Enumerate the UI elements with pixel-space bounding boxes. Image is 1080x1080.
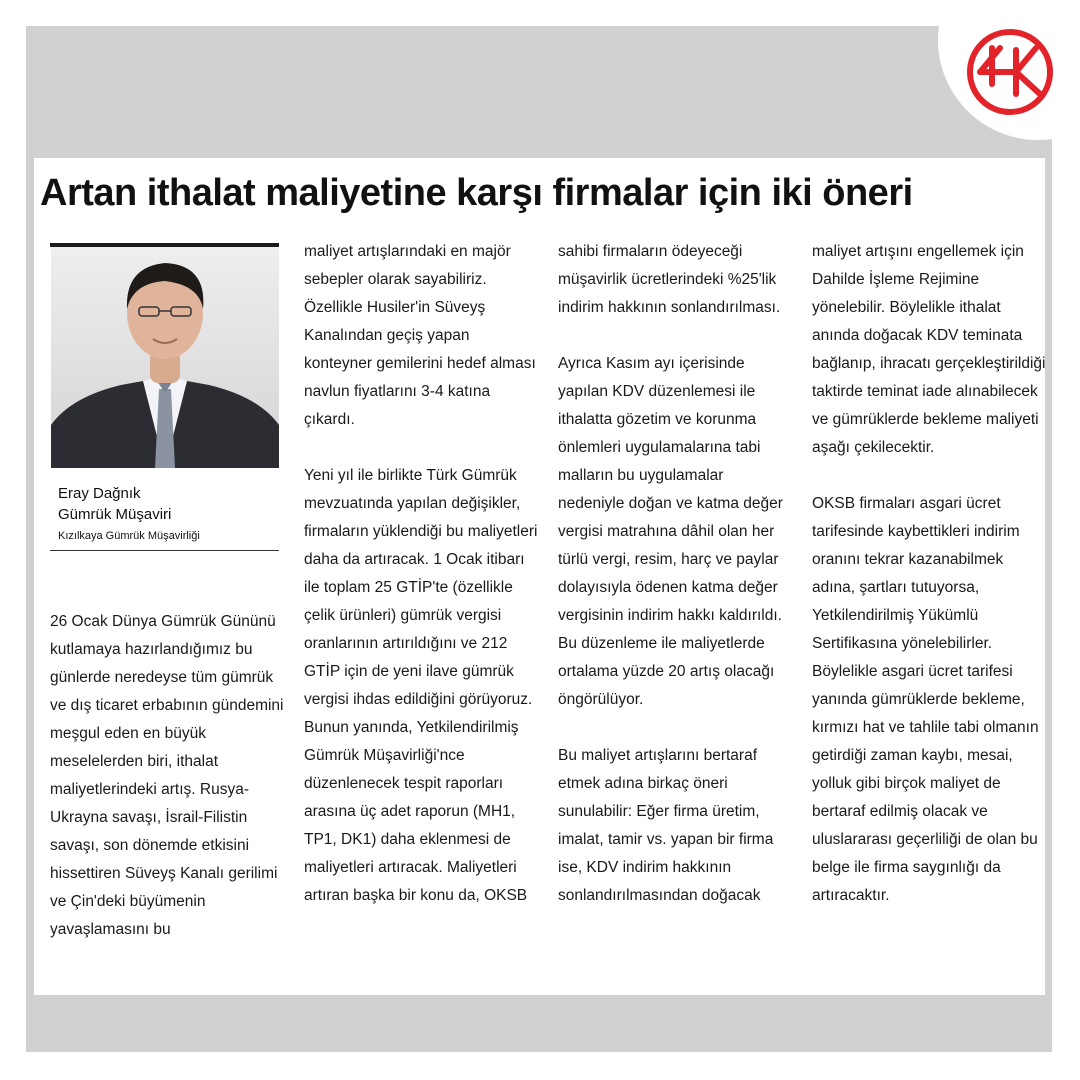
paragraph: OKSB firmaları asgari ücret tarifesinde kaybettikleri indirim oranını tekrar kazanabilmek adına, şartları tutuyorsa, Yetkilendirilmiş Yükümlü Sertifikasına yönelebilirler. Böylelikle asgari ücret tarifesi yanında gümrüklerde bekleme, kırmızı hat ve tahlile tabi olmanın getirdiği zaman kaybı, mesai, yolluk gibi birçok maliyet de bertaraf edilmiş olacak ve uluslararası geçerliliği de olan bu belge ile firma saygınlığı da artıracaktır. xyxy=(812,495,1039,904)
paragraph: Ayrıca Kasım ayı içerisinde yapılan KDV düzenlemesi ile ithalatta gözetim ve korunma önlemleri uygulamalarına tabi malların bu uygulamalar nedeniyle doğan ve katma değer vergisi matrahına dâhil olan her türlü vergi, resim, harç ve paylar dolayısıyla ödenen katma değer vergisinin indirim hakkı kaldırıldı. Bu düzenleme ile maliyetlerde ortalama yüzde 20 artış olacağı öngörülüyor. xyxy=(558,355,783,708)
column-4 xyxy=(812,238,1048,938)
paragraph: Yeni yıl ile birlikte Türk Gümrük mevzuatında yapılan değişikler, firmaların yüklendiği bu maliyetleri daha da artıracak. 1 Ocak itibarı ile toplam 25 GTİP'te (özellikle çelik ürünleri) gümrük vergisi oranlarının artırıldığını ve 212 GTİP için de yeni ilave gümrük vergisi ihdas edildiğini görüyoruz. Bunun yanında, Yetkilendirilmiş Gümrük Müşavirliği'nce düzenlenecek tespit raporları arasına üç adet raporun (MH1, TP1, DK1) daha eklenmesi de maliyetleri artıracak. Maliyetleri artıran başka bir konu da, OKSB xyxy=(304,467,538,904)
byline xyxy=(58,483,280,545)
author-firm: Kızılkaya Gümrük Müşavirliği xyxy=(58,530,200,542)
column-2 xyxy=(304,238,540,938)
column-3 xyxy=(558,238,794,938)
author-name: Eray Dağnık xyxy=(58,485,141,502)
paragraph: sahibi firmaların ödeyeceği müşavirlik ücretlerindeki %25'lik indirim hakkının sonlandırılması. xyxy=(558,243,781,316)
article-headline: Artan ithalat maliyetine karşı firmalar için iki öneri xyxy=(40,172,913,214)
byline-bottom-rule xyxy=(50,550,279,551)
author-photo xyxy=(51,247,279,468)
column-1 xyxy=(50,608,286,944)
paragraph: Bu maliyet artışlarını bertaraf etmek adına birkaç öneri sunulabilir: Eğer firma üretim, imalat, tamir vs. yapan bir firma ise, KDV indirim hakkının sonlandırılmasından doğacak xyxy=(558,747,774,904)
paragraph: maliyet artışlarındaki en majör sebepler olarak sayabiliriz. Özellikle Husiler'in Süveyş Kanalından geçiş yapan konteyner gemilerini hedef alması navlun fiyatlarını 3-4 katına çıkardı. xyxy=(304,243,536,428)
paragraph: 26 Ocak Dünya Gümrük Gününü kutlamaya hazırlandığımız bu günlerde neredeyse tüm gümrük ve dış ticaret erbabının gündemini meşgul eden en büyük meselelerden biri, ithalat maliyetlerindeki artış. Rusya-Ukrayna savaşı, İsrail-Filistin savaşı, son dönemde etkisini hissettiren Süveyş Kanalı gerilimi ve Çin'deki büyümenin yavaşlamasını bu xyxy=(50,613,284,938)
kizilkaya-logo-icon xyxy=(962,24,1058,120)
author-title: Gümrük Müşaviri xyxy=(58,506,172,523)
paragraph: maliyet artışını engellemek için Dahilde İşleme Rejimine yönelebilir. Böylelikle ithalat anında doğacak KDV teminata bağlanıp, ihracatı gerçekleştirildiği taktirde teminat iade alınabilecek ve gümrüklerde bekleme maliyeti aşağı çekilecektir. xyxy=(812,243,1046,456)
